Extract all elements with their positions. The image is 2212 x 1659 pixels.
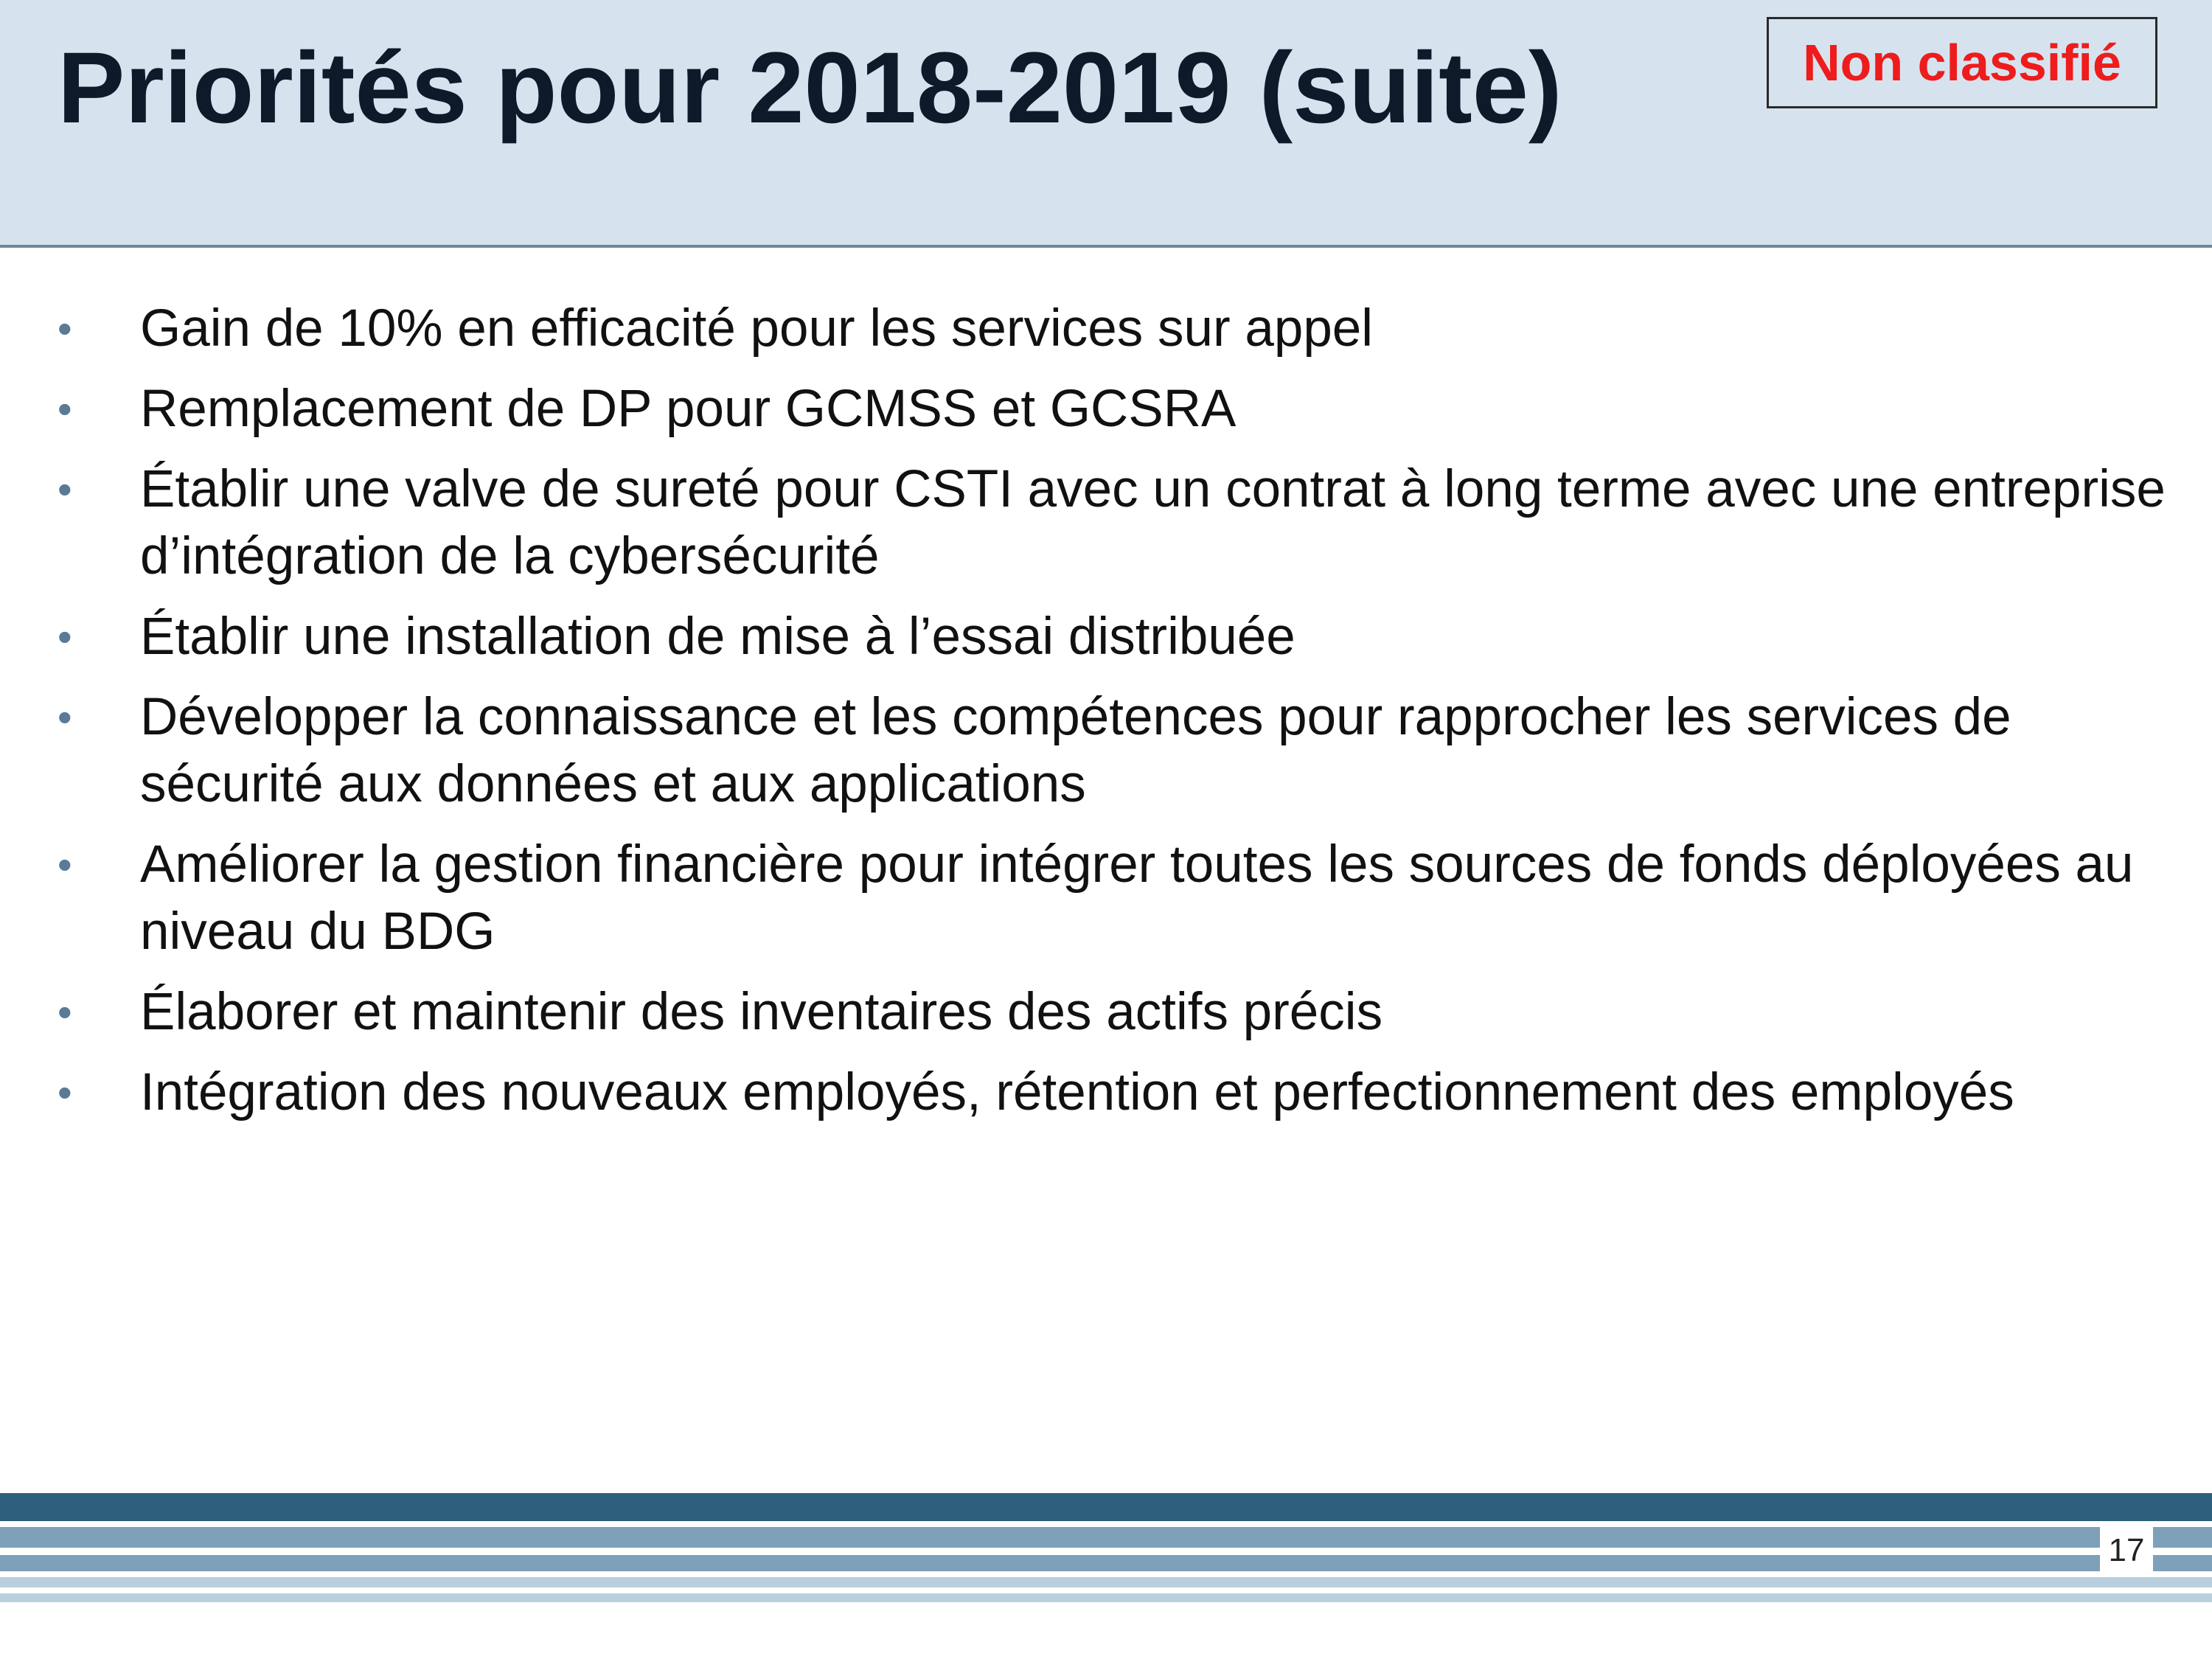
bullet-mark: • <box>58 613 72 660</box>
bullet-list <box>0 295 2212 1126</box>
classification-badge: Non classifié <box>1767 17 2157 108</box>
footer-stripe-dark <box>0 1493 2212 1521</box>
page-number: 17 <box>2100 1526 2153 1575</box>
footer-stripe-light <box>0 1577 2212 1587</box>
footer-stripe-mid <box>0 1527 2212 1548</box>
bullet-item <box>0 456 2212 590</box>
bullet-item <box>0 375 2212 442</box>
slide-content <box>0 295 2212 1139</box>
slide-title: Priorités pour 2018-2019 (suite) <box>58 32 1562 145</box>
footer-stripe-mid <box>0 1555 2212 1571</box>
bullet-item <box>0 295 2212 362</box>
footer-stripe-light <box>0 1593 2212 1602</box>
bullet-mark: • <box>58 989 72 1035</box>
bullet-text: Intégration des nouveaux employés, rétention et perfectionnement des employés <box>140 1063 2014 1121</box>
bullet-item <box>0 684 2212 818</box>
bullet-mark: • <box>58 841 72 888</box>
bullet-text: Développer la connaissance et les compétences pour rapprocher les services de sécurité aux données et aux applications <box>140 688 2011 813</box>
bullet-text: Améliorer la gestion financière pour intégrer toutes les sources de fonds déployées au niveau du BDG <box>140 835 2134 961</box>
bullet-item <box>0 831 2212 965</box>
bullet-text: Gain de 10% en efficacité pour les services sur appel <box>140 299 1374 358</box>
bullet-mark: • <box>58 1069 72 1116</box>
bullet-mark: • <box>58 466 72 512</box>
bullet-text: Remplacement de DP pour GCMSS et GCSRA <box>140 380 1237 438</box>
bullet-item <box>0 1059 2212 1126</box>
bullet-mark: • <box>58 694 72 740</box>
bullet-item <box>0 603 2212 670</box>
bullet-mark: • <box>58 305 72 352</box>
bullet-text: Établir une valve de sureté pour CSTI avec un contrat à long terme avec une entreprise d’intégration de la cybersécurité <box>140 460 2166 585</box>
bullet-text: Élaborer et maintenir des inventaires des actifs précis <box>140 983 1383 1041</box>
bullet-text: Établir une installation de mise à l’essai distribuée <box>140 608 1295 666</box>
bullet-mark: • <box>58 386 72 432</box>
slide-header <box>0 0 2212 248</box>
bullet-item <box>0 978 2212 1046</box>
